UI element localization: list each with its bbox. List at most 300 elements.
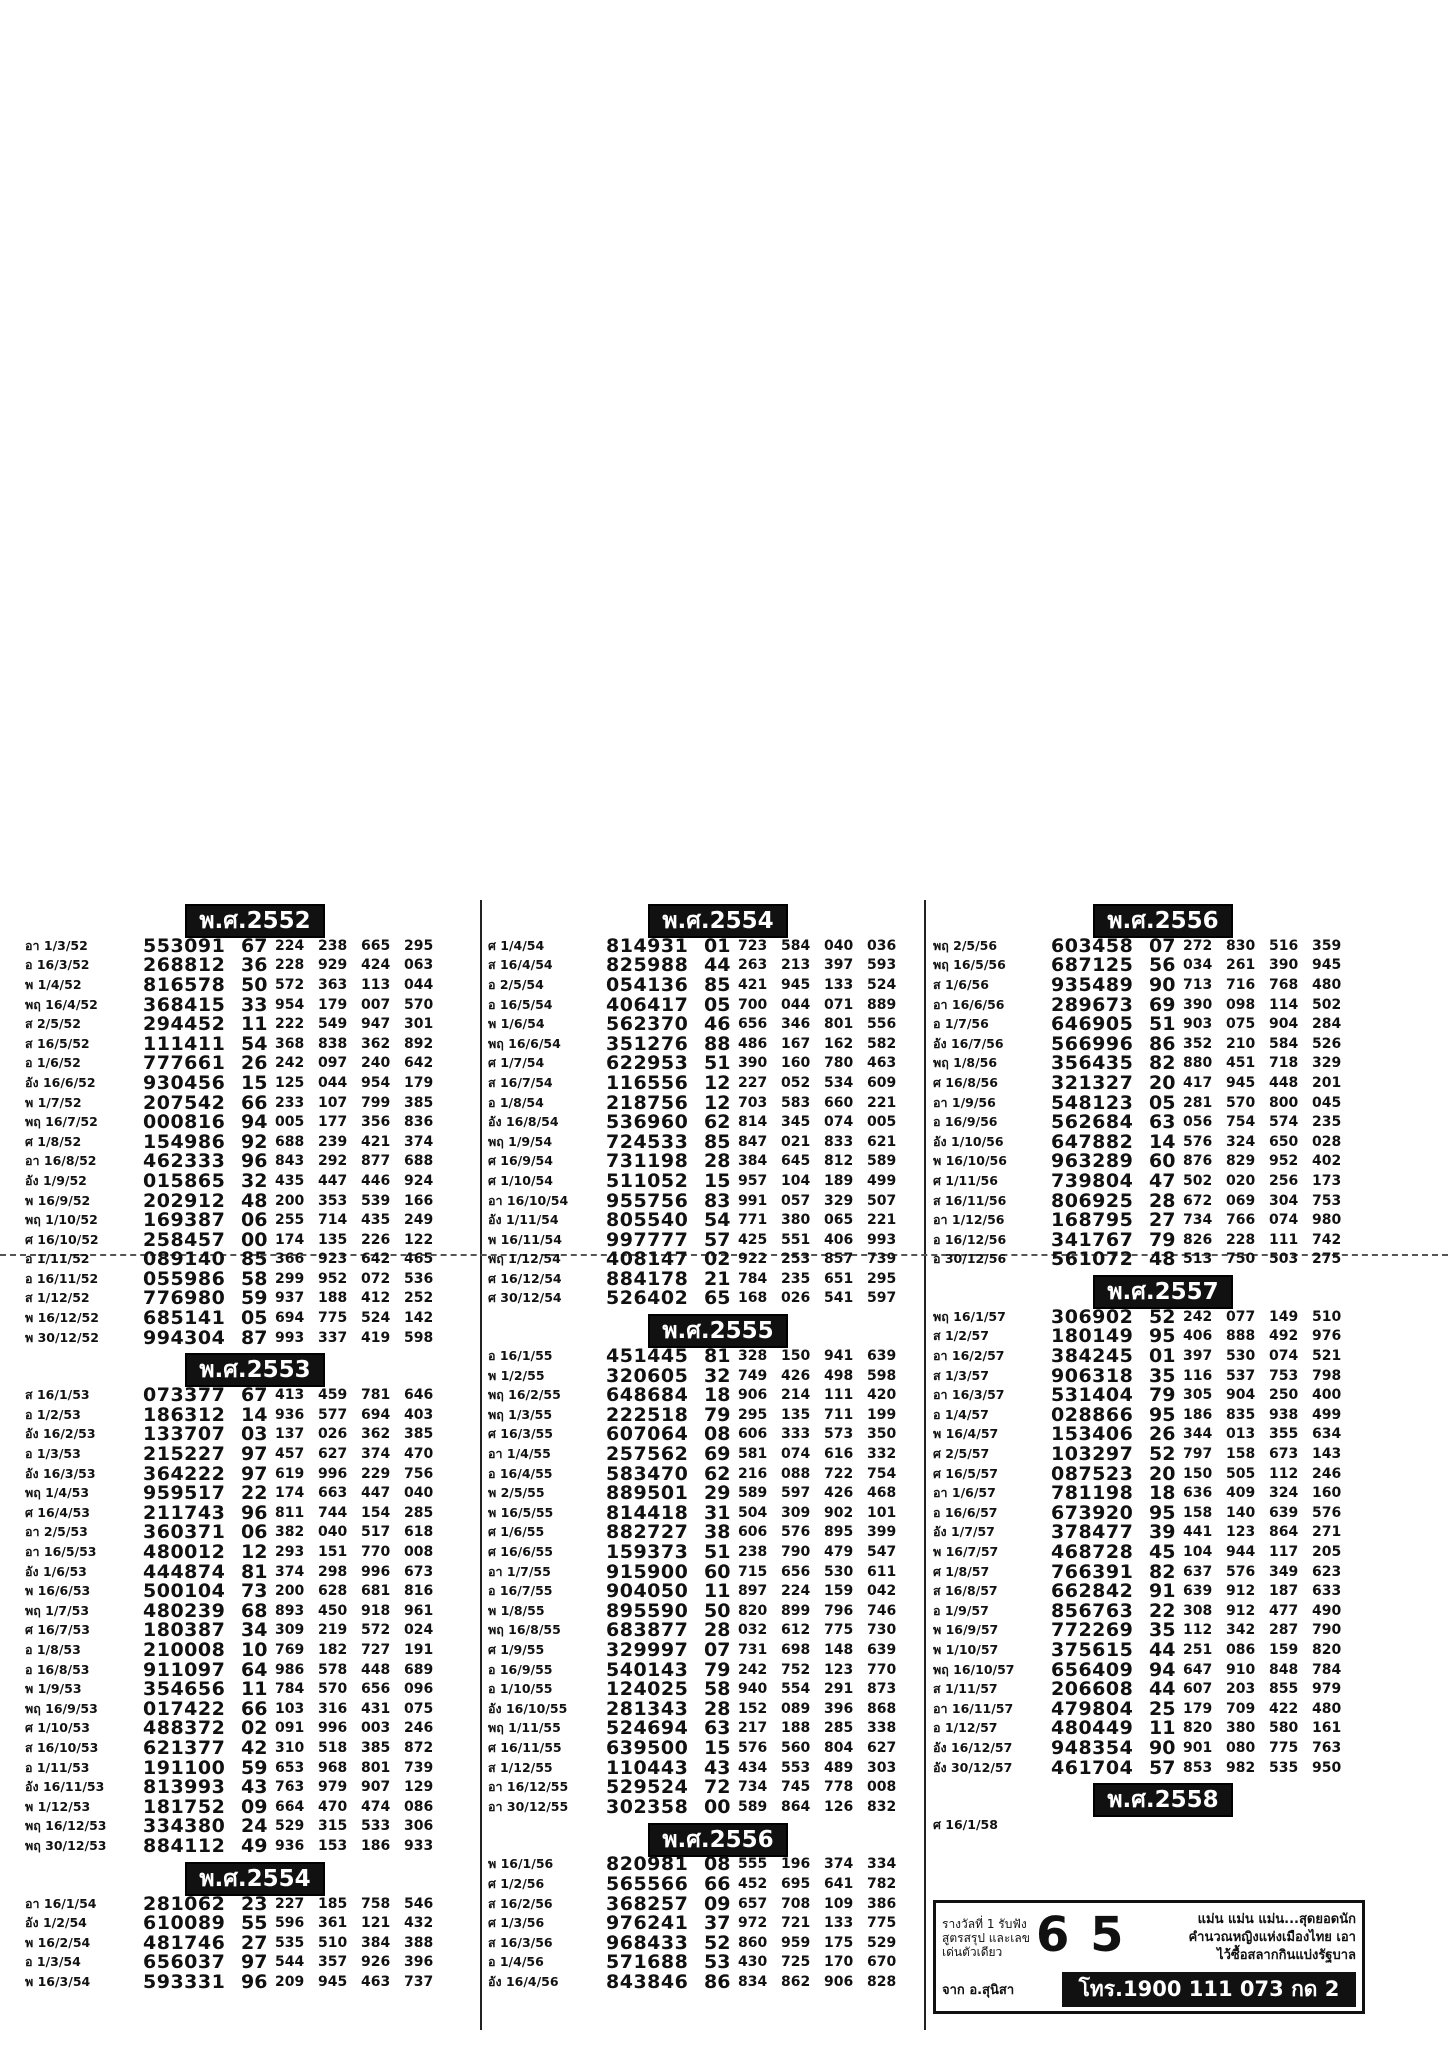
three-digit-2: 123 <box>1226 1524 1256 1541</box>
draw-row <box>25 1972 485 1992</box>
last-two-digits: 50 <box>241 973 268 996</box>
three-digit-3: 574 <box>1269 1114 1299 1131</box>
last-two-digits: 09 <box>241 1795 268 1818</box>
three-digit-1: 299 <box>275 1270 305 1287</box>
draw-date: อัง 30/12/57 <box>933 1759 1013 1775</box>
three-digit-4: 338 <box>867 1720 897 1737</box>
last-two-digits: 43 <box>704 1756 731 1779</box>
draw-date: พฤ 16/12/53 <box>25 1818 107 1834</box>
first-prize: 911097 <box>143 1658 226 1681</box>
draw-row <box>25 1542 485 1562</box>
draw-row <box>488 1034 948 1054</box>
three-digit-3: 114 <box>1269 996 1299 1013</box>
three-digit-4: 235 <box>1312 1114 1342 1131</box>
draw-row <box>488 1093 948 1113</box>
first-prize: 191100 <box>143 1756 226 1779</box>
three-digit-2: 551 <box>781 1231 811 1248</box>
draw-date: อ 16/5/54 <box>488 996 553 1012</box>
draw-row <box>488 1601 948 1621</box>
draw-date: พฤ 16/10/57 <box>933 1661 1015 1677</box>
first-prize: 648684 <box>606 1384 689 1407</box>
three-digit-2: 345 <box>781 1114 811 1131</box>
draw-row <box>25 936 485 956</box>
three-digit-4: 621 <box>867 1133 897 1150</box>
three-digit-4: 374 <box>404 1133 434 1150</box>
draw-row <box>25 1191 485 1211</box>
first-prize: 825988 <box>606 954 689 977</box>
three-digit-4: 306 <box>404 1818 434 1835</box>
last-two-digits: 06 <box>241 1521 268 1544</box>
draw-row <box>933 1425 1393 1445</box>
three-digit-2: 530 <box>1226 1348 1256 1365</box>
draw-row <box>933 1073 1393 1093</box>
three-digit-3: 448 <box>1269 1074 1299 1091</box>
draw-row <box>25 1014 485 1034</box>
draw-row <box>25 1777 485 1797</box>
three-digit-3: 651 <box>824 1270 854 1287</box>
three-digit-4: 639 <box>867 1348 897 1365</box>
three-digit-1: 607 <box>1183 1681 1213 1698</box>
draw-date: อ 30/12/56 <box>933 1251 1007 1267</box>
draw-row <box>933 1014 1393 1034</box>
three-digit-2: 213 <box>781 957 811 974</box>
draw-row <box>25 1660 485 1680</box>
draw-row <box>488 1874 948 1894</box>
three-digit-1: 255 <box>275 1212 305 1229</box>
three-digit-1: 397 <box>1183 1348 1213 1365</box>
draw-date: ศ 1/6/55 <box>488 1524 545 1540</box>
three-digit-1: 606 <box>738 1524 768 1541</box>
draw-date: ส 16/11/56 <box>933 1192 1007 1208</box>
last-two-digits: 60 <box>1149 1150 1176 1173</box>
three-digit-1: 784 <box>275 1681 305 1698</box>
three-digit-2: 135 <box>318 1231 348 1248</box>
last-two-digits: 29 <box>704 1482 731 1505</box>
three-digit-2: 333 <box>781 1426 811 1443</box>
three-digit-4: 689 <box>404 1661 434 1678</box>
three-digit-1: 200 <box>275 1583 305 1600</box>
draw-row <box>488 1444 948 1464</box>
draw-row <box>25 956 485 976</box>
three-digit-4: 468 <box>867 1485 897 1502</box>
last-two-digits: 14 <box>1149 1130 1176 1153</box>
first-prize: 110443 <box>606 1756 689 1779</box>
three-digit-2: 829 <box>1226 1153 1256 1170</box>
first-prize: 087523 <box>1051 1462 1134 1485</box>
three-digit-4: 191 <box>404 1641 434 1658</box>
three-digit-3: 287 <box>1269 1622 1299 1639</box>
first-prize: 814931 <box>606 934 689 957</box>
three-digit-2: 518 <box>318 1739 348 1756</box>
three-digit-1: 308 <box>1183 1602 1213 1619</box>
three-digit-4: 961 <box>404 1602 434 1619</box>
three-digit-2: 750 <box>1226 1251 1256 1268</box>
first-prize: 968433 <box>606 1931 689 1954</box>
three-digit-2: 026 <box>781 1290 811 1307</box>
draw-row <box>488 1797 948 1817</box>
three-digit-4: 142 <box>404 1310 434 1327</box>
three-digit-2: 238 <box>318 937 348 954</box>
three-digit-3: 753 <box>1269 1367 1299 1384</box>
three-digit-1: 555 <box>738 1856 768 1873</box>
draw-date: พ 1/4/52 <box>25 976 82 992</box>
promo-from: จาก อ.สุนิสา <box>942 1983 1015 1998</box>
three-digit-1: 452 <box>738 1875 768 1892</box>
three-digit-4: 143 <box>1312 1446 1342 1463</box>
draw-row <box>25 1132 485 1152</box>
draw-date: อัง 1/10/56 <box>933 1133 1004 1149</box>
lottery-column-2 <box>488 900 948 1994</box>
first-prize: 955756 <box>606 1189 689 1212</box>
three-digit-4: 005 <box>867 1114 897 1131</box>
draw-row <box>488 1230 948 1250</box>
three-digit-3: 474 <box>361 1798 391 1815</box>
three-digit-2: 363 <box>318 976 348 993</box>
first-prize: 561072 <box>1051 1248 1134 1271</box>
three-digit-3: 770 <box>361 1544 391 1561</box>
draw-row <box>488 1269 948 1289</box>
year-header-wrap <box>933 1271 1393 1307</box>
three-digit-1: 860 <box>738 1934 768 1951</box>
first-prize: 884112 <box>143 1834 226 1857</box>
three-digit-2: 057 <box>781 1192 811 1209</box>
last-two-digits: 26 <box>241 1052 268 1075</box>
three-digit-4: 980 <box>1312 1212 1342 1229</box>
three-digit-4: 609 <box>867 1074 897 1091</box>
last-two-digits: 00 <box>704 1795 731 1818</box>
three-digit-2: 298 <box>318 1563 348 1580</box>
draw-date: ศ 1/2/56 <box>488 1875 545 1891</box>
draw-date: พ 16/9/57 <box>933 1622 999 1638</box>
last-two-digits: 00 <box>241 1228 268 1251</box>
three-digit-2: 775 <box>318 1310 348 1327</box>
three-digit-1: 227 <box>738 1074 768 1091</box>
last-two-digits: 46 <box>704 1013 731 1036</box>
three-digit-4: 782 <box>867 1875 897 1892</box>
draw-date: ส 16/2/56 <box>488 1895 553 1911</box>
three-digit-2: 714 <box>318 1212 348 1229</box>
draw-date: พ 1/12/53 <box>25 1798 91 1814</box>
promo-slogan: แม่น แม่น แม่น...สุดยอดนัก คำนวณหญิงแห่งเมืองไทย เอาไว้ซื้อสลากกินแบ่งรัฐบาล <box>1188 1912 1356 1963</box>
last-two-digits: 82 <box>1149 1052 1176 1075</box>
draw-row <box>25 1640 485 1660</box>
draw-date: อัง 1/6/53 <box>25 1563 87 1579</box>
three-digit-2: 576 <box>1226 1563 1256 1580</box>
three-digit-3: 406 <box>824 1231 854 1248</box>
three-digit-1: 150 <box>1183 1465 1213 1482</box>
first-prize: 566996 <box>1051 1032 1134 1055</box>
three-digit-4: 499 <box>1312 1406 1342 1423</box>
draw-date: พ 1/10/57 <box>933 1641 999 1657</box>
three-digit-1: 434 <box>738 1759 768 1776</box>
draw-row <box>488 1719 948 1739</box>
three-digit-1: 310 <box>275 1739 305 1756</box>
draw-row <box>488 1699 948 1719</box>
three-digit-2: 044 <box>781 996 811 1013</box>
three-digit-2: 899 <box>781 1602 811 1619</box>
last-two-digits: 79 <box>704 1403 731 1426</box>
draw-date: อา 16/12/55 <box>488 1779 569 1795</box>
three-digit-3: 580 <box>1269 1720 1299 1737</box>
draw-date: อ 1/8/53 <box>25 1641 81 1657</box>
draw-date: อ 1/12/57 <box>933 1720 998 1736</box>
draw-row <box>25 1817 485 1837</box>
three-digit-1: 368 <box>275 1035 305 1052</box>
draw-row <box>25 1289 485 1309</box>
three-digit-3: 904 <box>1269 1016 1299 1033</box>
three-digit-4: 763 <box>1312 1739 1342 1756</box>
three-digit-4: 329 <box>1312 1055 1342 1072</box>
draw-date: พฤ 1/12/54 <box>488 1251 561 1267</box>
three-digit-4: 036 <box>867 937 897 954</box>
draw-date: อา 16/3/57 <box>933 1387 1005 1403</box>
three-digit-3: 374 <box>361 1446 391 1463</box>
draw-date: พ 16/11/54 <box>488 1231 562 1247</box>
last-two-digits: 42 <box>241 1736 268 1759</box>
three-digit-2: 188 <box>781 1720 811 1737</box>
three-digit-4: 828 <box>867 1973 897 1990</box>
last-two-digits: 02 <box>704 1248 731 1271</box>
three-digit-2: 945 <box>1226 1074 1256 1091</box>
draw-date: พฤ 16/8/55 <box>488 1622 561 1638</box>
first-prize: 368257 <box>606 1892 689 1915</box>
draw-row <box>488 1894 948 1914</box>
three-digit-4: 008 <box>404 1544 434 1561</box>
first-prize: 540143 <box>606 1658 689 1681</box>
three-digit-2: 052 <box>781 1074 811 1091</box>
three-digit-1: 731 <box>738 1641 768 1658</box>
three-digit-3: 780 <box>824 1055 854 1072</box>
three-digit-2: 239 <box>318 1133 348 1150</box>
three-digit-3: 040 <box>824 937 854 954</box>
first-prize: 281062 <box>143 1892 226 1915</box>
three-digit-2: 135 <box>781 1406 811 1423</box>
year-header: พ.ศ.2555 <box>648 1314 787 1348</box>
draw-row <box>488 1210 948 1230</box>
three-digit-1: 374 <box>275 1563 305 1580</box>
three-digit-2: 309 <box>781 1504 811 1521</box>
three-digit-3: 796 <box>824 1602 854 1619</box>
three-digit-2: 968 <box>318 1759 348 1776</box>
draw-date: พฤ 16/1/57 <box>933 1308 1006 1324</box>
first-prize: 889501 <box>606 1482 689 1505</box>
three-digit-2: 040 <box>318 1524 348 1541</box>
first-prize: 856763 <box>1051 1599 1134 1622</box>
last-two-digits: 27 <box>241 1931 268 1954</box>
last-two-digits: 72 <box>704 1776 731 1799</box>
three-digit-4: 746 <box>867 1602 897 1619</box>
three-digit-1: 417 <box>1183 1074 1213 1091</box>
three-digit-2: 088 <box>781 1465 811 1482</box>
draw-date: ศ 1/11/56 <box>933 1172 998 1188</box>
last-two-digits: 12 <box>704 1071 731 1094</box>
first-prize: 766391 <box>1051 1560 1134 1583</box>
draw-row <box>933 1307 1393 1327</box>
three-digit-4: 205 <box>1312 1544 1342 1561</box>
three-digit-3: 121 <box>361 1915 391 1932</box>
last-two-digits: 28 <box>704 1150 731 1173</box>
draw-date: ศ 1/7/54 <box>488 1055 545 1071</box>
three-digit-4: 386 <box>867 1895 897 1912</box>
three-digit-2: 177 <box>318 1114 348 1131</box>
first-prize: 963289 <box>1051 1150 1134 1173</box>
draw-row <box>25 1679 485 1699</box>
last-two-digits: 56 <box>1149 954 1176 977</box>
three-digit-3: 422 <box>1269 1700 1299 1717</box>
three-digit-3: 799 <box>361 1094 391 1111</box>
three-digit-4: 042 <box>867 1583 897 1600</box>
three-digit-4: 166 <box>404 1192 434 1209</box>
first-prize: 384245 <box>1051 1345 1134 1368</box>
three-digit-1: 936 <box>275 1837 305 1854</box>
three-digit-3: 111 <box>824 1387 854 1404</box>
three-digit-4: 872 <box>404 1739 434 1756</box>
first-prize: 884178 <box>606 1267 689 1290</box>
last-two-digits: 02 <box>241 1717 268 1740</box>
three-digit-4: 252 <box>404 1290 434 1307</box>
last-two-digits: 62 <box>704 1462 731 1485</box>
three-digit-4: 529 <box>867 1934 897 1951</box>
draw-date: อ 16/7/55 <box>488 1583 553 1599</box>
year-section <box>488 1310 948 1816</box>
first-prize: 511052 <box>606 1169 689 1192</box>
three-digit-3: 187 <box>1269 1583 1299 1600</box>
draw-row <box>25 1913 485 1933</box>
first-prize: 843846 <box>606 1970 689 1993</box>
three-digit-3: 775 <box>824 1622 854 1639</box>
three-digit-4: 024 <box>404 1622 434 1639</box>
three-digit-4: 075 <box>404 1700 434 1717</box>
draw-row <box>488 1014 948 1034</box>
three-digit-3: 848 <box>1269 1661 1299 1678</box>
draw-row <box>488 1346 948 1366</box>
first-prize: 621377 <box>143 1736 226 1759</box>
three-digit-3: 133 <box>824 1915 854 1932</box>
first-prize: 154986 <box>143 1130 226 1153</box>
three-digit-2: 959 <box>781 1934 811 1951</box>
three-digit-1: 954 <box>275 996 305 1013</box>
last-two-digits: 69 <box>1149 993 1176 1016</box>
first-prize: 281343 <box>606 1697 689 1720</box>
last-two-digits: 23 <box>241 1892 268 1915</box>
three-digit-4: 597 <box>867 1290 897 1307</box>
three-digit-2: 835 <box>1226 1406 1256 1423</box>
three-digit-1: 158 <box>1183 1504 1213 1521</box>
three-digit-2: 080 <box>1226 1739 1256 1756</box>
first-prize: 210008 <box>143 1638 226 1661</box>
draw-row <box>933 1405 1393 1425</box>
last-two-digits: 95 <box>1149 1403 1176 1426</box>
first-prize: 583470 <box>606 1462 689 1485</box>
three-digit-2: 337 <box>318 1329 348 1346</box>
draw-date: ศ 16/12/54 <box>488 1270 562 1286</box>
three-digit-2: 151 <box>318 1544 348 1561</box>
first-prize: 548123 <box>1051 1091 1134 1114</box>
three-digit-1: 186 <box>1183 1406 1213 1423</box>
draw-row <box>25 1210 485 1230</box>
last-two-digits: 15 <box>241 1071 268 1094</box>
three-digit-1: 769 <box>275 1641 305 1658</box>
draw-date: อ 1/9/57 <box>933 1602 989 1618</box>
three-digit-4: 359 <box>1312 937 1342 954</box>
three-digit-3: 534 <box>824 1074 854 1091</box>
draw-date: อ 1/11/53 <box>25 1759 90 1775</box>
draw-row <box>933 1660 1393 1680</box>
three-digit-2: 912 <box>1226 1583 1256 1600</box>
first-prize: 480449 <box>1051 1717 1134 1740</box>
three-digit-1: 589 <box>738 1798 768 1815</box>
three-digit-1: 688 <box>275 1133 305 1150</box>
draw-row <box>25 1699 485 1719</box>
three-digit-3: 918 <box>361 1602 391 1619</box>
three-digit-3: 801 <box>824 1016 854 1033</box>
three-digit-3: 533 <box>361 1818 391 1835</box>
draw-row <box>25 1328 485 1348</box>
three-digit-2: 537 <box>1226 1367 1256 1384</box>
three-digit-4: 101 <box>867 1504 897 1521</box>
first-prize: 814418 <box>606 1501 689 1524</box>
three-digit-3: 065 <box>824 1212 854 1229</box>
three-digit-4: 976 <box>1312 1328 1342 1345</box>
draw-row <box>933 1523 1393 1543</box>
three-digit-1: 209 <box>275 1973 305 1990</box>
three-digit-3: 768 <box>1269 976 1299 993</box>
three-digit-1: 834 <box>738 1973 768 1990</box>
year-header: พ.ศ.2558 <box>1093 1783 1232 1817</box>
last-two-digits: 01 <box>704 934 731 957</box>
last-two-digits: 60 <box>704 1560 731 1583</box>
year-header-wrap <box>25 1349 485 1385</box>
first-prize: 055986 <box>143 1267 226 1290</box>
three-digit-2: 862 <box>781 1973 811 1990</box>
draw-row <box>25 1073 485 1093</box>
three-digit-1: 513 <box>1183 1251 1213 1268</box>
draw-row <box>488 1953 948 1973</box>
three-digit-2: 945 <box>781 976 811 993</box>
last-two-digits: 05 <box>704 993 731 1016</box>
three-digit-1: 657 <box>738 1895 768 1912</box>
three-digit-3: 833 <box>824 1133 854 1150</box>
draw-row <box>488 1073 948 1093</box>
draw-date: พฤ 1/8/56 <box>933 1055 998 1071</box>
three-digit-4: 275 <box>1312 1251 1342 1268</box>
draw-date: อัง 16/2/53 <box>25 1426 96 1442</box>
draw-row <box>488 1855 948 1875</box>
first-prize: 805540 <box>606 1209 689 1232</box>
three-digit-2: 013 <box>1226 1426 1256 1443</box>
three-digit-3: 639 <box>1269 1504 1299 1521</box>
three-digit-2: 628 <box>318 1583 348 1600</box>
three-digit-4: 598 <box>867 1367 897 1384</box>
three-digit-1: 596 <box>275 1915 305 1932</box>
draw-date: ส 1/3/57 <box>933 1367 989 1383</box>
draw-date: อา 1/7/55 <box>488 1563 551 1579</box>
three-digit-1: 763 <box>275 1779 305 1796</box>
three-digit-4: 507 <box>867 1192 897 1209</box>
three-digit-3: 111 <box>1269 1231 1299 1248</box>
three-digit-2: 357 <box>318 1954 348 1971</box>
three-digit-2: 505 <box>1226 1465 1256 1482</box>
three-digit-2: 952 <box>318 1270 348 1287</box>
last-two-digits: 96 <box>241 1501 268 1524</box>
three-digit-2: 361 <box>318 1915 348 1932</box>
year-section <box>933 1271 1393 1777</box>
year-header-wrap <box>488 900 948 936</box>
draw-row <box>25 1581 485 1601</box>
three-digit-1: 091 <box>275 1720 305 1737</box>
draw-date: พ 16/2/54 <box>25 1934 91 1950</box>
three-digit-2: 910 <box>1226 1661 1256 1678</box>
